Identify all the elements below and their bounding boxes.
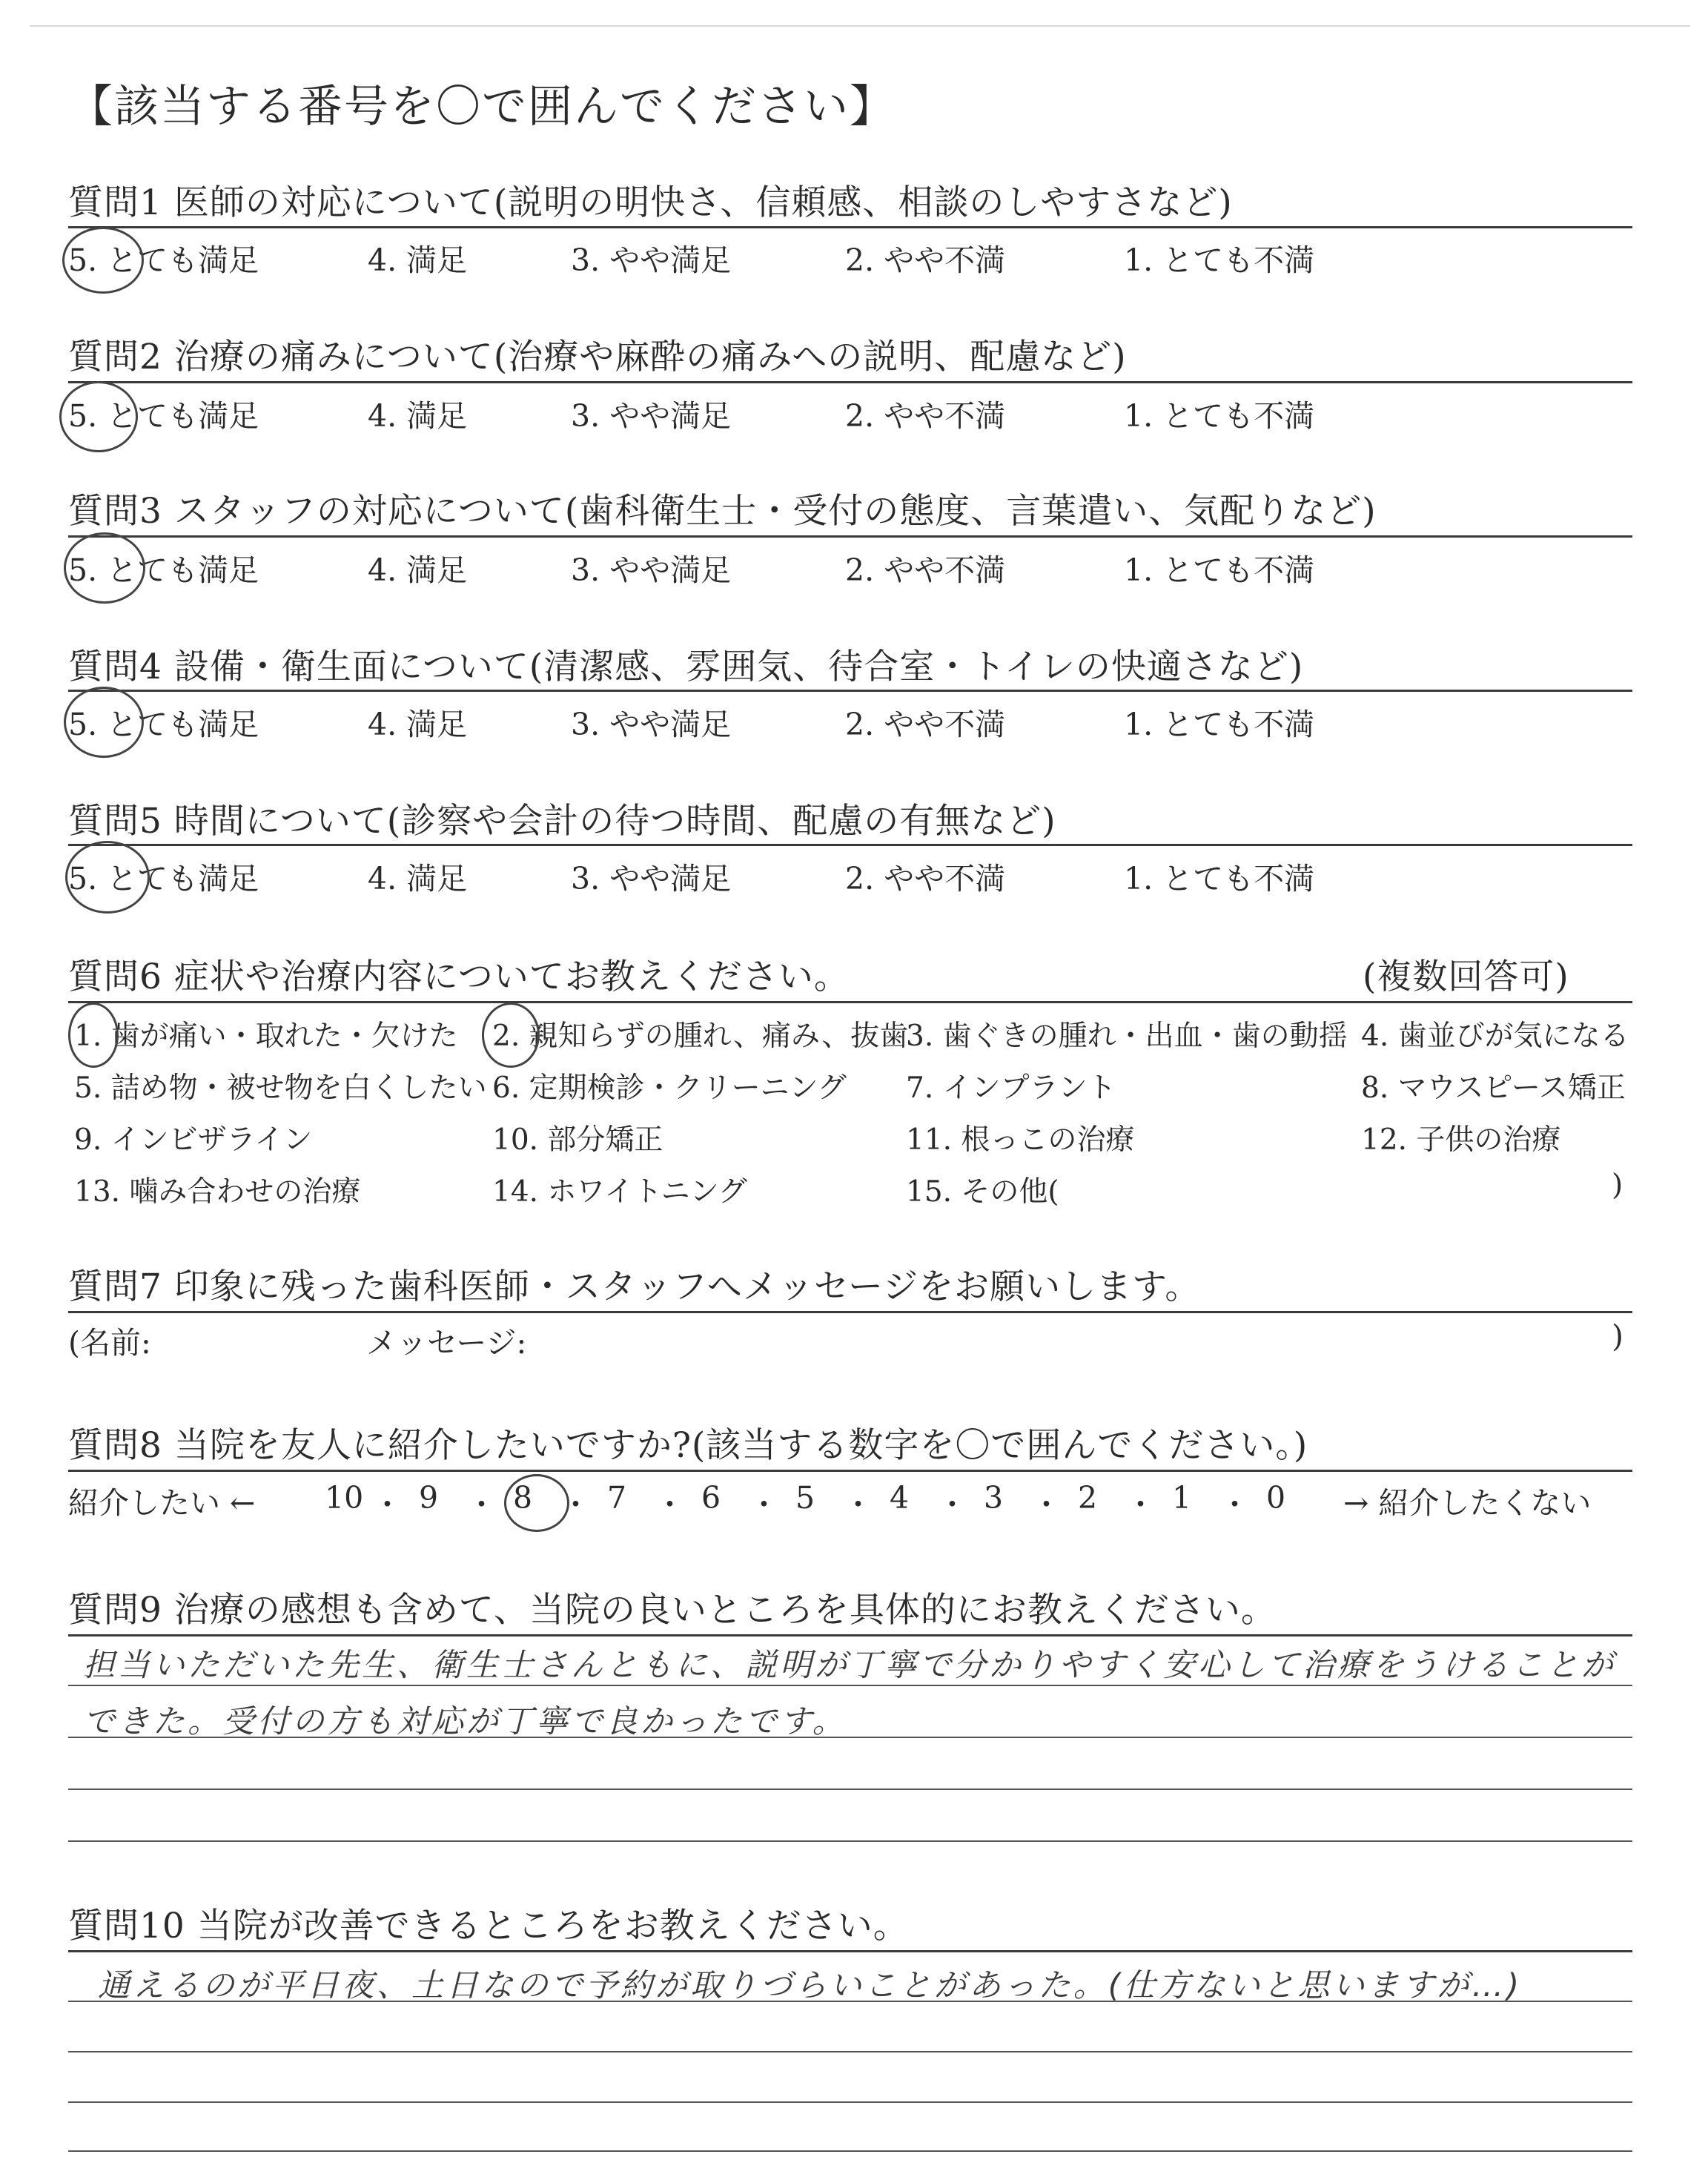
q8-scale-9[interactable]: 9	[419, 1480, 439, 1516]
instruction-heading: 【該当する番号を〇で囲んでください】	[68, 81, 896, 133]
question-1-rule	[68, 226, 1632, 228]
question-3-title: 質問3 スタッフの対応について(歯科衛生士・受付の態度、言葉遣い、気配りなど)	[68, 491, 1377, 532]
q5-selection-circle	[65, 841, 150, 914]
q3-option-4[interactable]: 4. 満足	[368, 552, 468, 588]
q1-selection-circle	[62, 227, 144, 294]
q1-option-2[interactable]: 2. やや不満	[845, 242, 1006, 278]
question-9-title: 質問9 治療の感想も含めて、当院の良いところを具体的にお教えください。	[68, 1590, 1277, 1631]
q8-scale-separator: ・	[1219, 1487, 1250, 1522]
question-8-rule	[68, 1470, 1632, 1472]
q10-answer-rule-2	[68, 2051, 1632, 2052]
q3-option-3[interactable]: 3. やや満足	[571, 552, 732, 588]
question-4-rule	[68, 690, 1632, 692]
q8-scale-10[interactable]: 10	[325, 1480, 364, 1516]
q3-option-1[interactable]: 1. とても不満	[1124, 552, 1315, 588]
q6-item-15-close: )	[1612, 1169, 1623, 1202]
q2-option-5[interactable]: 5. とても満足	[68, 398, 259, 434]
q6-selection-circle-1	[68, 1003, 119, 1068]
q1-option-5[interactable]: 5. とても満足	[68, 242, 259, 278]
q8-scale-4[interactable]: 4	[890, 1480, 910, 1516]
q8-selection-circle	[504, 1474, 569, 1532]
q8-right-label: → 紹介したくない	[1343, 1485, 1592, 1521]
page-top-edge	[30, 25, 1690, 27]
question-4-title: 質問4 設備・衛生面について(清潔感、雰囲気、待合室・トイレの快適さなど)	[68, 647, 1304, 687]
question-2-rule	[68, 381, 1632, 383]
q5-option-1[interactable]: 1. とても不満	[1124, 861, 1315, 896]
q6-item-10[interactable]: 10. 部分矯正	[492, 1123, 663, 1157]
q7-close-paren: )	[1612, 1318, 1623, 1354]
q6-item-13[interactable]: 13. 噛み合わせの治療	[74, 1175, 361, 1209]
question-10-rule	[68, 1950, 1632, 1952]
q1-option-1[interactable]: 1. とても不満	[1124, 242, 1315, 278]
q9-answer-line-1: 担当いただいた先生、衛生士さんともに、説明が丁寧で分かりやすく安心して治療をうけることが	[83, 1647, 1616, 1684]
q6-item-15[interactable]: 15. その他(	[906, 1175, 1059, 1209]
q6-item-4[interactable]: 4. 歯並びが気になる	[1361, 1020, 1629, 1053]
q10-answer-rule-3	[68, 2101, 1632, 2103]
q5-option-5[interactable]: 5. とても満足	[68, 861, 259, 896]
q10-answer-line-1: 通えるのが平日夜、土日なので予約が取りづらいことがあった。(仕方ないと思いますが…)	[98, 1967, 1523, 2004]
q8-scale-0[interactable]: 0	[1266, 1480, 1286, 1516]
q8-scale-separator: ・	[560, 1487, 591, 1522]
q4-option-4[interactable]: 4. 満足	[368, 707, 468, 742]
q4-option-2[interactable]: 2. やや不満	[845, 707, 1006, 742]
q8-scale-7[interactable]: 7	[607, 1480, 627, 1516]
question-7-rule	[68, 1311, 1632, 1313]
q8-scale-separator: ・	[1031, 1487, 1062, 1522]
q5-option-4[interactable]: 4. 満足	[368, 861, 468, 896]
q6-item-3[interactable]: 3. 歯ぐきの腫れ・出血・歯の動揺	[906, 1020, 1348, 1053]
q8-scale-8[interactable]: 8	[513, 1480, 533, 1516]
q8-scale-3[interactable]: 3	[984, 1480, 1004, 1516]
question-6-title: 質問6 症状や治療内容についてお教えください。	[68, 957, 850, 997]
question-5-rule	[68, 844, 1632, 846]
q7-message-label: メッセージ:	[366, 1325, 527, 1361]
q2-option-4[interactable]: 4. 満足	[368, 398, 468, 434]
q6-item-7[interactable]: 7. インプラント	[906, 1071, 1116, 1105]
q2-selection-circle	[59, 381, 138, 452]
question-7-title: 質問7 印象に残った歯科医師・スタッフへメッセージをお願いします。	[68, 1266, 1201, 1307]
q9-answer-line-2: できた。受付の方も対応が丁寧で良かったです。	[83, 1703, 847, 1740]
q8-scale-1[interactable]: 1	[1172, 1480, 1192, 1516]
q6-item-11[interactable]: 11. 根っこの治療	[906, 1123, 1135, 1157]
q3-selection-circle	[64, 532, 145, 604]
q8-scale-5[interactable]: 5	[795, 1480, 815, 1516]
q6-item-14[interactable]: 14. ホワイトニング	[492, 1175, 747, 1209]
q4-selection-circle	[64, 687, 144, 758]
question-3-rule	[68, 535, 1632, 538]
question-10-title: 質問10 当院が改善できるところをお教えください。	[68, 1906, 909, 1946]
q5-option-3[interactable]: 3. やや満足	[571, 861, 732, 896]
q6-selection-circle-2	[482, 1003, 540, 1068]
q2-option-1[interactable]: 1. とても不満	[1124, 398, 1315, 434]
q9-answer-rule-4	[68, 1840, 1632, 1842]
q8-left-label: 紹介したい ←	[68, 1485, 256, 1521]
q6-item-9[interactable]: 9. インビザライン	[74, 1123, 313, 1157]
question-8-title: 質問8 当院を友人に紹介したいですか?(該当する数字を〇で囲んでください。)	[68, 1425, 1308, 1466]
q8-scale-separator: ・	[655, 1487, 685, 1522]
q8-scale-separator: ・	[466, 1487, 497, 1522]
q8-scale-separator: ・	[937, 1487, 967, 1522]
q2-option-3[interactable]: 3. やや満足	[571, 398, 732, 434]
q6-item-12[interactable]: 12. 子供の治療	[1361, 1123, 1561, 1157]
q6-item-1[interactable]: 1. 歯が痛い・取れた・欠けた	[74, 1020, 458, 1053]
question-9-rule	[68, 1634, 1632, 1636]
q9-answer-rule-3	[68, 1789, 1632, 1790]
q7-name-label: (名前:	[68, 1325, 151, 1361]
q4-option-3[interactable]: 3. やや満足	[571, 707, 732, 742]
question-2-title: 質問2 治療の痛みについて(治療や麻酔の痛みへの説明、配慮など)	[68, 337, 1127, 377]
q5-option-2[interactable]: 2. やや不満	[845, 861, 1006, 896]
q1-option-3[interactable]: 3. やや満足	[571, 242, 732, 278]
q4-option-1[interactable]: 1. とても不満	[1124, 707, 1315, 742]
q8-scale-separator: ・	[372, 1487, 403, 1522]
question-6-rule	[68, 1001, 1632, 1003]
q3-option-2[interactable]: 2. やや不満	[845, 552, 1006, 588]
q8-scale-2[interactable]: 2	[1078, 1480, 1098, 1516]
q6-item-2[interactable]: 2. 親知らずの腫れ、痛み、抜歯	[492, 1020, 909, 1053]
q10-answer-rule-4	[68, 2150, 1632, 2152]
q8-scale-separator: ・	[749, 1487, 779, 1522]
q6-item-6[interactable]: 6. 定期検診・クリーニング	[492, 1071, 847, 1105]
q8-scale-separator: ・	[843, 1487, 873, 1522]
q2-option-2[interactable]: 2. やや不満	[845, 398, 1006, 434]
question-5-title: 質問5 時間について(診察や会計の待つ時間、配慮の有無など)	[68, 801, 1056, 842]
q6-item-5[interactable]: 5. 詰め物・被せ物を白くしたい	[74, 1071, 487, 1105]
q8-scale-6[interactable]: 6	[701, 1480, 721, 1516]
question-1-title: 質問1 医師の対応について(説明の明快さ、信頼感、相談のしやすさなど)	[68, 182, 1233, 223]
q8-scale-separator: ・	[1125, 1487, 1156, 1522]
q1-option-4[interactable]: 4. 満足	[368, 242, 468, 278]
q3-option-5[interactable]: 5. とても満足	[68, 552, 259, 588]
q4-option-5[interactable]: 5. とても満足	[68, 707, 259, 742]
question-6-note: (複数回答可)	[1363, 957, 1569, 997]
q6-item-8[interactable]: 8. マウスピース矯正	[1361, 1071, 1626, 1105]
